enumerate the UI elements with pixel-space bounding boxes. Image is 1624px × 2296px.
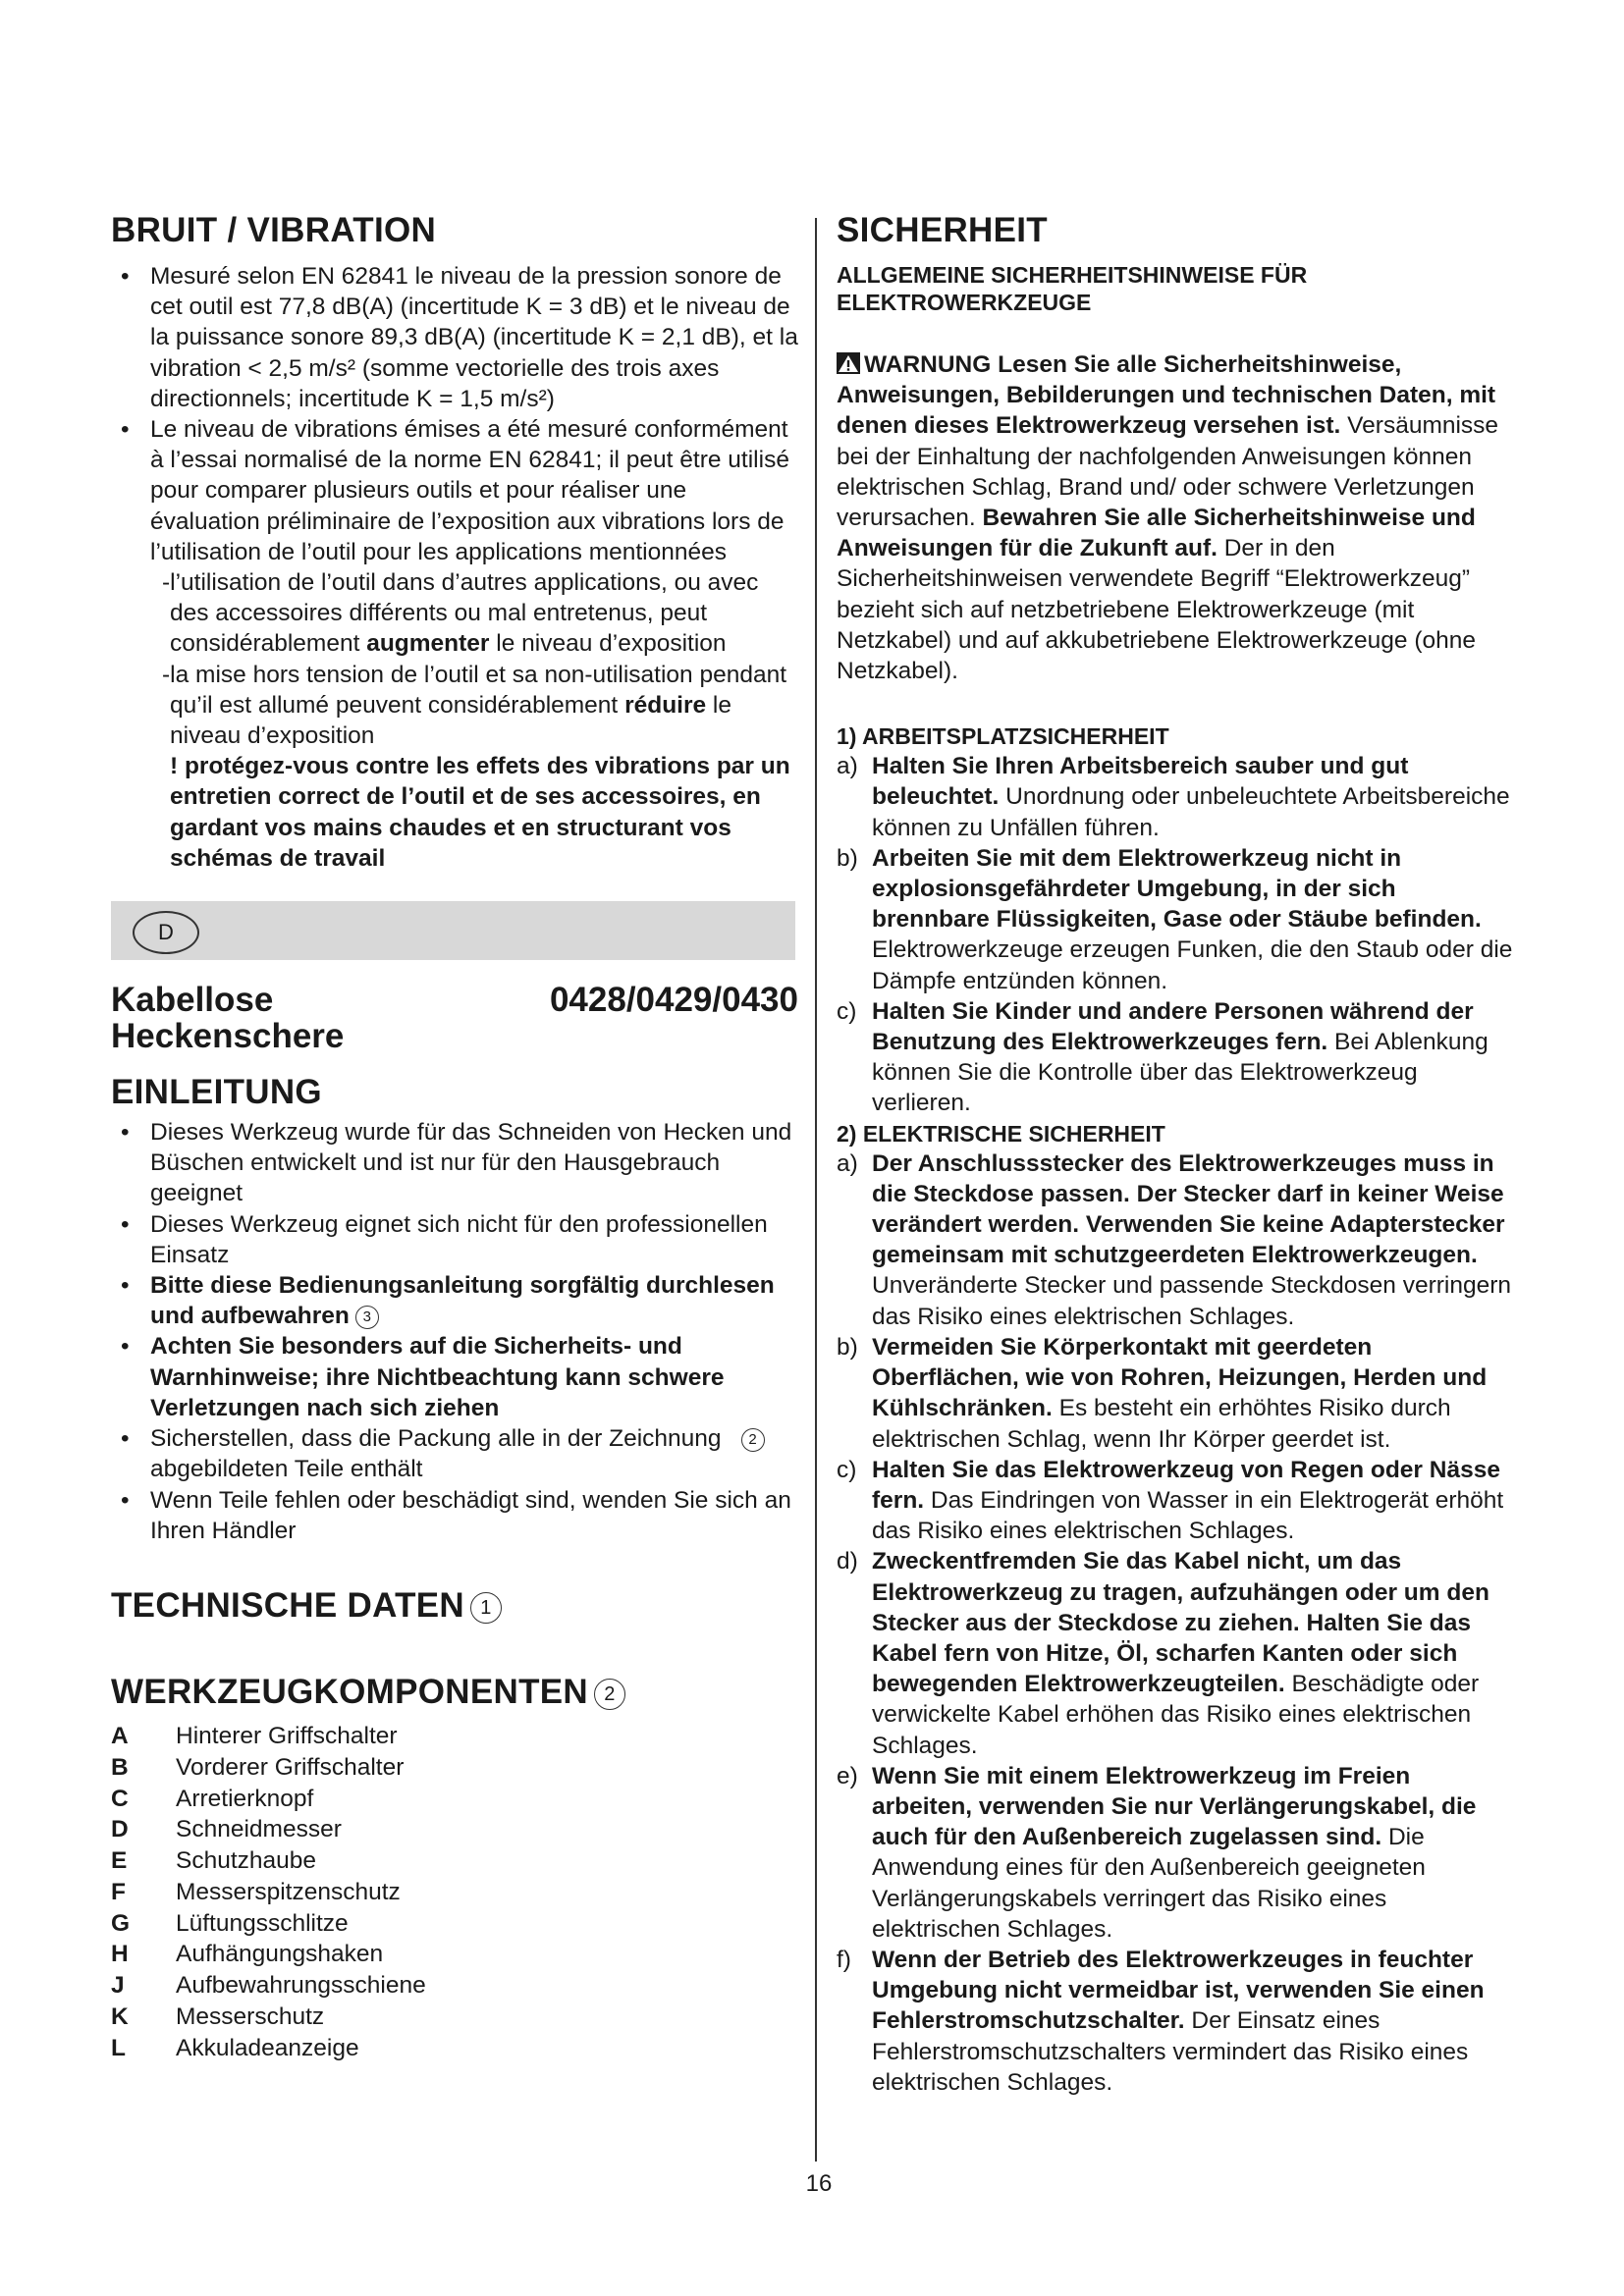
component-row: [111, 1939, 798, 1970]
component-name: Akkuladeanzeige: [176, 2034, 359, 2061]
safety-item-text: Arbeiten Sie mit dem Elektrowerkzeug nicht in explosionsgefährdeter Umgebung, in der sich brennbare Flüssigkeiten, Gase oder Stäube befinden. Elektrowerkzeuge erzeugen Funken, die den Staub oder die Dämpfe entzünden können.: [872, 844, 1513, 994]
safety-item: [837, 1332, 1514, 1455]
component-row: [111, 1908, 798, 1940]
component-letter: J: [111, 1972, 125, 2000]
safety-item: [837, 843, 1514, 996]
component-name: Hinterer Griffschalter: [176, 1722, 398, 1749]
safety-item-text: Halten Sie Ihren Arbeitsbereich sauber und gut beleuchtet. Unordnung oder unbeleuchtete Arbeitsbereiche können zu Unfällen führen.: [872, 753, 1510, 841]
model-number: 0428/0429/0430: [549, 981, 798, 1020]
safety-item-text: Wenn Sie mit einem Elektrowerkzeug im Freien arbeiten, verwenden Sie nur Verlängerungskabel, die auch für den Außenbereich zugelassen sind. Die Anwendung eines für den Außenbereich geeigneten Verlängerungskabels verringert das Risiko eines elektrischen Schlages.: [872, 1762, 1477, 1943]
component-name: Messerspitzenschutz: [176, 1878, 401, 1905]
component-letter: F: [111, 1878, 126, 1905]
component-name: Vorderer Griffschalter: [176, 1753, 405, 1781]
intro-bullet-1: • Dieses Werkzeug wurde für das Schneiden von Hecken und Büschen entwickelt und ist nur für den Hausgebrauch geeignet: [111, 1117, 798, 1209]
language-band: [111, 901, 795, 960]
component-row: [111, 1845, 798, 1877]
safety-item-text: Der Anschlussstecker des Elektrowerkzeuges muss in die Steckdose passen. Der Stecker darf in keiner Weise verändert werden. Verwenden Sie keine Adapterstecker gemeinsam mit schutzgeerdeten Elektrowerkzeugen. Unveränderte Stecker und passende Steckdosen verringern das Risiko eines elektrischen Schlages.: [872, 1149, 1511, 1330]
safety-item-text: Zweckentfremden Sie das Kabel nicht, um das Elektrowerkzeug zu tragen, aufzuhängen oder um den Stecker aus der Steckdose zu ziehen. Halten Sie das Kabel fern von Hitze, Öl, scharfen Kanten oder sich bewegenden Elektrowerkzeugteilen. Beschädigte oder verwickelte Kabel erhöhen das Risiko eines elektrischen Schlages.: [872, 1548, 1489, 1759]
component-name: Aufhängungshaken: [176, 1941, 384, 1968]
components-list: [111, 1721, 798, 2064]
component-name: Messerschutz: [176, 2003, 325, 2031]
right-column: [837, 210, 1514, 2098]
page-number: 16: [805, 2170, 833, 2197]
figure-ref-2-heading-icon: 2: [594, 1679, 625, 1710]
component-row: [111, 2033, 798, 2064]
noise-sub-2: -la mise hors tension de l’outil et sa non-utilisation pendant qu’il est allumé peuvent considérablement réduire le niveau d’exposition: [162, 661, 787, 750]
component-letter: C: [111, 1785, 129, 1812]
safety-item: [837, 1945, 1514, 2098]
safety-item-text: Halten Sie das Elektrowerkzeug von Regen oder Nässe fern. Das Eindringen von Wasser in ein Elektrogerät erhöht das Risiko eines elektrischen Schlages.: [872, 1456, 1504, 1545]
intro-bullet-3: • Bitte diese Bedienungsanleitung sorgfältig durchlesen und aufbewahren 3: [111, 1270, 798, 1331]
component-row: [111, 1970, 798, 2002]
safety-item: [837, 996, 1514, 1119]
noise-heading: BRUIT / VIBRATION: [111, 211, 437, 249]
warning-paragraph: WARNUNG Lesen Sie alle Sicherheitshinweise, Anweisungen, Bebilderungen und technischen Daten, mit denen dieses Elektrowerkzeug versehen ist. Versäumnisse bei der Einhaltung der nachfolgenden Anweisungen können elektrischen Schlag, Brand und/ oder schwere Verletzungen verursachen. Bewahren Sie alle Sicherheitshinweise und Anweisungen für die Zukunft auf. Der in den Sicherheitshinweisen verwendete Begriff “Elektrowerkzeug” bezieht sich auf netzbetriebene Elektrowerkzeuge (mit Netzkabel) und auf akkubetriebene Elektrowerkzeuge (ohne Netzkabel).: [837, 351, 1499, 685]
component-row: [111, 1877, 798, 1908]
component-name: Schneidmesser: [176, 1816, 342, 1843]
component-letter: A: [111, 1722, 129, 1749]
safety-item-key: c): [837, 1456, 857, 1483]
safety-item: [837, 1148, 1514, 1332]
component-name: Schutzhaube: [176, 1847, 317, 1875]
safety-item-key: b): [837, 844, 858, 872]
safety-item-key: b): [837, 1333, 858, 1361]
safety-item-text: Halten Sie Kinder und andere Personen während der Benutzung des Elektrowerkzeuges fern. Bei Ablenkung können Sie die Kontrolle über das Elektrowerkzeug verlieren.: [872, 997, 1489, 1117]
safety-item-text: Wenn der Betrieb des Elektrowerkzeuges in feuchter Umgebung nicht vermeidbar ist, verwenden Sie einen Fehlerstromschutzschalter. Der Einsatz eines Fehlerstromschutzschalters vermindert das Risiko eines elektrischen Schlages.: [872, 1946, 1485, 2096]
language-code-badge: D: [133, 911, 199, 954]
component-name: Lüftungsschlitze: [176, 1909, 349, 1937]
workplace-safety-heading: 1) ARBEITSPLATZSICHERHEIT: [837, 723, 1169, 750]
noise-list: [111, 261, 798, 874]
figure-ref-1-icon: 1: [470, 1592, 502, 1624]
component-name: Arretierknopf: [176, 1785, 314, 1812]
safety-item-key: f): [837, 1946, 851, 1973]
technical-data-heading: TECHNISCHE DATEN 1: [111, 1585, 798, 1627]
safety-item-key: a): [837, 753, 858, 780]
noise-bullet-2: [111, 414, 798, 874]
safety-item-key: e): [837, 1762, 858, 1789]
component-row: [111, 2002, 798, 2033]
component-row: [111, 1784, 798, 1815]
safety-subheading: ALLGEMEINE SICHERHEITSHINWEISE FÜR ELEKTROWERKZEUGE: [837, 262, 1308, 315]
noise-sub-3: ! protégez-vous contre les effets des vibrations par un entretien correct de l’outil et de ses accessoires, en gardant vos mains chaudes et en structurant vos schémas de travail: [170, 753, 790, 872]
figure-ref-3-icon: 3: [355, 1306, 379, 1329]
workplace-safety-list: [837, 751, 1514, 1118]
intro-bullet-2: • Dieses Werkzeug eignet sich nicht für den professionellen Einsatz: [111, 1209, 798, 1270]
safety-item-key: c): [837, 997, 857, 1025]
component-row: [111, 1721, 798, 1752]
intro-bullet-4: • Achten Sie besonders auf die Sicherheits- und Warnhinweise; ihre Nichtbeachtung kann schwere Verletzungen nach sich ziehen: [111, 1331, 798, 1423]
component-row: [111, 1814, 798, 1845]
electrical-safety-list: [837, 1148, 1514, 2098]
safety-item-key: a): [837, 1149, 858, 1177]
component-name: Aufbewahrungsschiene: [176, 1972, 426, 2000]
electrical-safety-heading: 2) ELEKTRISCHE SICHERHEIT: [837, 1120, 1165, 1147]
noise-sub-1: -l’utilisation de l’outil dans d’autres applications, ou avec des accessoires différents ou mal entretenus, peut considérablement augmenter le niveau d’exposition: [162, 569, 759, 658]
component-letter: K: [111, 2003, 129, 2031]
warning-triangle-icon: [837, 352, 860, 374]
safety-item: [837, 1455, 1514, 1547]
figure-ref-2-icon: 2: [741, 1428, 765, 1452]
left-column: [111, 210, 798, 2064]
components-heading: WERKZEUGKOMPONENTEN 2: [111, 1672, 798, 1713]
safety-item-text: Vermeiden Sie Körperkontakt mit geerdeten Oberflächen, wie von Rohren, Heizungen, Herden und Kühlschränken. Es besteht ein erhöhtes Risiko durch elektrischen Schlag, wenn Ihr Körper geerdet ist.: [872, 1333, 1488, 1453]
intro-heading: EINLEITUNG: [111, 1073, 322, 1112]
safety-item: [837, 1546, 1514, 1760]
safety-item-key: d): [837, 1548, 858, 1575]
intro-bullet-5: • Sicherstellen, dass die Packung alle in der Zeichnung 2 abgebildeten Teile enthält: [111, 1423, 798, 1484]
component-letter: H: [111, 1941, 129, 1968]
component-letter: D: [111, 1816, 129, 1843]
product-title: Kabellose Heckenschere: [111, 981, 345, 1056]
intro-list: [111, 1117, 798, 1546]
noise-bullet-1: • Mesuré selon EN 62841 le niveau de la pression sonore de cet outil est 77,8 dB(A) (incertitude K = 3 dB) et le niveau de la puissance sonore 89,3 dB(A) (incertitude K = 2,1 dB), et la vibration < 2,5 m/s² (somme vectorielle des trois axes directionnels; incertitude K = 1,5 m/s²): [111, 261, 798, 414]
noise-bullet-2-text: • Le niveau de vibrations émises a été mesuré conformément à l’essai normalisé de la norme EN 62841; il peut être utilisé pour comparer plusieurs outils et pour réaliser une évaluation préliminaire de l’exposition aux vibrations lors de l’utilisation de l’outil pour les applications mentionnées: [150, 416, 789, 565]
component-row: [111, 1752, 798, 1784]
component-letter: B: [111, 1753, 129, 1781]
safety-item: [837, 751, 1514, 843]
component-letter: L: [111, 2034, 126, 2061]
product-title-row: [111, 982, 798, 1054]
intro-bullet-6: • Wenn Teile fehlen oder beschädigt sind, wenden Sie sich an Ihren Händler: [111, 1485, 798, 1546]
component-letter: G: [111, 1909, 131, 1937]
component-letter: E: [111, 1847, 128, 1875]
safety-heading: SICHERHEIT: [837, 211, 1048, 249]
safety-item: [837, 1761, 1514, 1945]
column-divider: [815, 218, 817, 2162]
